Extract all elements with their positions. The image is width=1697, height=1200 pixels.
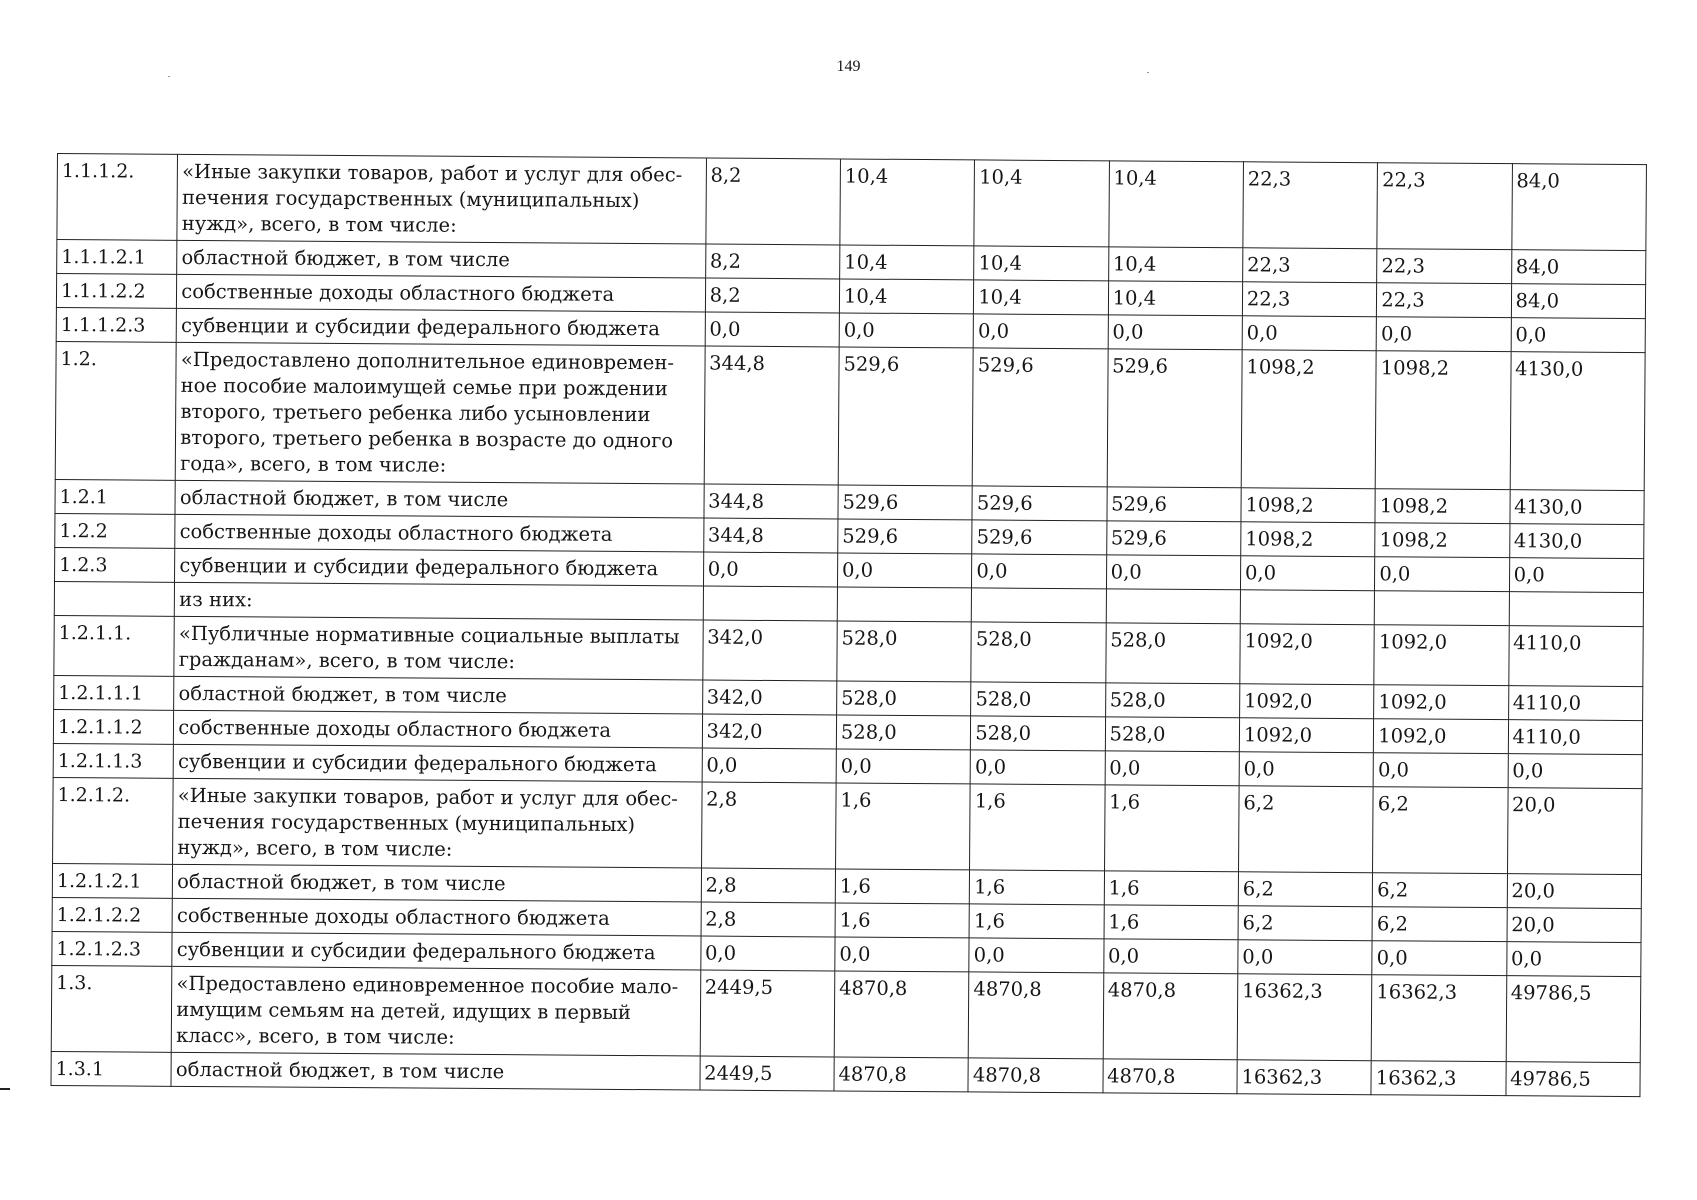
row-value-7: 84,0 xyxy=(1511,284,1646,319)
row-name: собственные доходы областного бюджета xyxy=(177,274,706,312)
row-value-1: 0,0 xyxy=(700,936,835,971)
row-code: 1.1.1.2. xyxy=(57,154,178,241)
row-value-4: 10,4 xyxy=(1108,161,1243,248)
row-code: 1.3.1 xyxy=(51,1051,172,1086)
row-value-1: 2449,5 xyxy=(700,970,835,1057)
row-value-4: 0,0 xyxy=(1105,751,1240,786)
row-code: 1.3. xyxy=(51,965,172,1052)
row-value-2: 0,0 xyxy=(835,937,970,972)
row-name: субвенции и субсидии федерального бюджета xyxy=(176,308,705,346)
row-value-6: 16362,3 xyxy=(1371,1061,1506,1096)
row-value-1: 344,8 xyxy=(703,518,838,553)
row-value-7: 4130,0 xyxy=(1510,352,1645,491)
row-code: 1.2.3 xyxy=(55,547,176,582)
row-code: 1.1.1.2.3 xyxy=(56,307,177,342)
row-value-6: 1092,0 xyxy=(1374,685,1509,720)
row-value-6: 22,3 xyxy=(1377,283,1512,318)
row-name: областной бюджет, в том числе xyxy=(174,676,703,714)
row-value-4: 4870,8 xyxy=(1103,973,1238,1060)
row-code: 1.2.1 xyxy=(55,479,176,514)
row-value-7: 84,0 xyxy=(1511,250,1646,285)
row-value-6: 0,0 xyxy=(1373,753,1508,788)
row-value-6: 1098,2 xyxy=(1375,489,1510,524)
row-value-6: 1092,0 xyxy=(1374,625,1509,686)
row-value-7: 4110,0 xyxy=(1508,686,1643,721)
row-value-3: 10,4 xyxy=(974,280,1109,315)
row-value-1: 342,0 xyxy=(702,620,837,681)
row-value-4: 528,0 xyxy=(1105,623,1240,684)
row-value-3: 529,6 xyxy=(972,520,1107,555)
table-row xyxy=(55,341,1645,490)
row-value-3: 10,4 xyxy=(974,160,1109,247)
row-value-3: 529,6 xyxy=(972,486,1107,521)
row-value-5: 22,3 xyxy=(1243,248,1378,283)
row-code: 1.2. xyxy=(55,341,176,480)
row-code: 1.2.1.1.3 xyxy=(53,743,174,778)
row-value-3: 1,6 xyxy=(970,784,1105,871)
row-value-4: 1,6 xyxy=(1104,785,1239,872)
row-code: 1.1.1.2.1 xyxy=(57,240,178,275)
row-code: 1.2.1.2.2 xyxy=(52,897,173,932)
row-name: собственные доходы областного бюджета xyxy=(175,514,704,552)
row-value-6: 22,3 xyxy=(1377,163,1512,250)
row-value-7 xyxy=(1509,592,1644,627)
row-value-6 xyxy=(1375,591,1510,626)
row-value-6: 22,3 xyxy=(1377,249,1512,284)
row-value-2: 0,0 xyxy=(836,749,971,784)
row-value-1: 344,8 xyxy=(704,346,839,485)
row-name: «Предоставлено дополнительное единовремен- ное пособие малоимущей семье при рождении второго, третьего ребенка либо усыновлении второго, третьего ребенка в возрасте до одного года», всего, в том числе: xyxy=(176,342,705,484)
scan-speck xyxy=(1147,72,1149,73)
row-value-7: 0,0 xyxy=(1509,558,1644,593)
row-value-1: 0,0 xyxy=(703,552,838,587)
row-value-1: 2,8 xyxy=(701,902,836,937)
row-value-5: 6,2 xyxy=(1238,786,1373,873)
row-value-3: 1,6 xyxy=(970,870,1105,905)
row-code: 1.1.1.2.2 xyxy=(56,274,177,309)
table-body xyxy=(51,154,1646,1097)
row-value-7: 84,0 xyxy=(1511,164,1646,251)
table-row xyxy=(51,965,1641,1062)
row-value-3: 0,0 xyxy=(972,554,1107,589)
row-value-7: 20,0 xyxy=(1507,874,1642,909)
row-value-2: 1,6 xyxy=(835,783,970,870)
row-value-1 xyxy=(703,586,838,621)
row-value-6: 1098,2 xyxy=(1375,523,1510,558)
row-value-2: 1,6 xyxy=(835,869,970,904)
row-value-4: 1,6 xyxy=(1104,905,1239,940)
row-value-5: 22,3 xyxy=(1242,282,1377,317)
row-name: субвенции и субсидии федерального бюджета xyxy=(172,932,701,970)
row-code: 1.2.1.2.3 xyxy=(52,931,173,966)
row-value-4 xyxy=(1106,589,1241,624)
table-row xyxy=(54,615,1643,686)
row-value-1: 342,0 xyxy=(702,680,837,715)
row-value-6: 0,0 xyxy=(1372,941,1507,976)
row-value-2: 4870,8 xyxy=(834,971,969,1058)
row-value-2: 10,4 xyxy=(839,279,974,314)
row-value-5: 0,0 xyxy=(1239,752,1374,787)
row-value-4: 10,4 xyxy=(1108,281,1243,316)
row-value-5: 0,0 xyxy=(1240,556,1375,591)
row-name: субвенции и субсидии федерального бюджета xyxy=(173,744,702,782)
row-value-3: 4870,8 xyxy=(968,972,1103,1059)
row-value-5: 1092,0 xyxy=(1240,684,1375,719)
row-value-5: 0,0 xyxy=(1242,316,1377,351)
row-value-2: 529,6 xyxy=(838,519,973,554)
row-value-7: 4110,0 xyxy=(1508,626,1643,687)
row-value-2: 528,0 xyxy=(837,681,972,716)
row-value-7: 4130,0 xyxy=(1510,490,1645,525)
row-code: 1.2.1.2. xyxy=(53,777,174,864)
row-value-2: 529,6 xyxy=(838,485,973,520)
row-code: 1.2.1.2.1 xyxy=(52,863,173,898)
row-value-4: 4870,8 xyxy=(1103,1059,1238,1094)
row-value-6: 0,0 xyxy=(1376,317,1511,352)
row-value-4: 528,0 xyxy=(1105,683,1240,718)
row-name: «Публичные нормативные социальные выплаты гражданам», всего, в том числе: xyxy=(174,616,703,680)
budget-table xyxy=(50,153,1646,1097)
row-value-5: 0,0 xyxy=(1238,940,1373,975)
row-value-7: 4130,0 xyxy=(1509,524,1644,559)
page-number: 149 xyxy=(836,58,861,75)
row-value-3: 1,6 xyxy=(969,904,1104,939)
row-value-1: 2,8 xyxy=(701,868,836,903)
row-value-3: 528,0 xyxy=(971,682,1106,717)
row-value-1: 342,0 xyxy=(702,714,837,749)
row-value-7: 20,0 xyxy=(1507,788,1642,875)
table-row xyxy=(53,777,1643,874)
row-value-4: 529,6 xyxy=(1106,521,1241,556)
row-value-2: 529,6 xyxy=(838,347,973,486)
row-value-5: 1092,0 xyxy=(1240,624,1375,685)
row-value-3: 0,0 xyxy=(969,938,1104,973)
row-value-3 xyxy=(972,588,1107,623)
row-value-2: 0,0 xyxy=(839,313,974,348)
margin-mark xyxy=(0,1088,10,1090)
row-value-1: 8,2 xyxy=(706,158,841,245)
row-value-5: 6,2 xyxy=(1238,906,1373,941)
table-row xyxy=(57,154,1647,251)
row-name: из них: xyxy=(175,582,704,620)
row-code: 1.2.1.1. xyxy=(54,615,175,676)
row-value-3: 0,0 xyxy=(973,314,1108,349)
row-value-4: 529,6 xyxy=(1107,487,1242,522)
row-code: 1.2.1.1.2 xyxy=(53,709,174,744)
row-value-6: 0,0 xyxy=(1375,557,1510,592)
row-code: 1.2.2 xyxy=(55,513,176,548)
row-value-6: 1092,0 xyxy=(1374,719,1509,754)
row-value-1: 0,0 xyxy=(705,312,840,347)
row-value-3: 10,4 xyxy=(974,246,1109,281)
row-value-1: 8,2 xyxy=(705,244,840,279)
row-name: «Предоставлено единовременное пособие мало- имущим семьям на детей, идущих в первый класс», всего, в том числе: xyxy=(172,966,701,1056)
row-name: собственные доходы областного бюджета xyxy=(174,710,703,748)
row-value-5: 6,2 xyxy=(1238,872,1373,907)
scan-speck xyxy=(168,76,170,77)
row-value-1: 344,8 xyxy=(704,484,839,519)
row-value-2: 528,0 xyxy=(836,715,971,750)
row-value-3: 529,6 xyxy=(972,348,1107,487)
row-value-2: 0,0 xyxy=(837,553,972,588)
row-value-7: 0,0 xyxy=(1511,318,1646,353)
row-value-1: 0,0 xyxy=(702,748,837,783)
row-value-4: 10,4 xyxy=(1108,247,1243,282)
row-value-3: 528,0 xyxy=(971,622,1106,683)
row-name: областной бюджет, в том числе xyxy=(175,480,704,518)
row-value-7: 49786,5 xyxy=(1506,976,1641,1063)
row-value-5: 22,3 xyxy=(1243,162,1378,249)
row-name: областной бюджет, в том числе xyxy=(171,1052,700,1090)
row-value-2: 10,4 xyxy=(840,245,975,280)
row-value-7: 4110,0 xyxy=(1508,720,1643,755)
row-value-1: 2449,5 xyxy=(700,1056,835,1091)
row-value-2 xyxy=(837,587,972,622)
row-name: областной бюджет, в том числе xyxy=(177,240,706,278)
row-name: субвенции и субсидии федерального бюджета xyxy=(175,548,704,586)
row-value-5: 1098,2 xyxy=(1241,488,1376,523)
row-value-7: 20,0 xyxy=(1507,908,1642,943)
row-value-1: 2,8 xyxy=(701,782,836,869)
row-value-2: 528,0 xyxy=(837,621,972,682)
row-value-6: 16362,3 xyxy=(1371,975,1506,1062)
row-value-2: 1,6 xyxy=(835,903,970,938)
row-value-6: 6,2 xyxy=(1373,873,1508,908)
row-value-4: 0,0 xyxy=(1103,939,1238,974)
row-value-5: 16362,3 xyxy=(1237,1060,1372,1095)
row-value-4: 0,0 xyxy=(1106,555,1241,590)
row-value-5: 16362,3 xyxy=(1237,974,1372,1061)
row-value-2: 4870,8 xyxy=(834,1057,969,1092)
row-value-3: 0,0 xyxy=(970,750,1105,785)
row-value-6: 6,2 xyxy=(1373,787,1508,874)
row-value-4: 528,0 xyxy=(1105,717,1240,752)
row-name: собственные доходы областного бюджета xyxy=(172,898,701,936)
row-code: 1.2.1.1.1 xyxy=(54,675,175,710)
row-name: областной бюджет, в том числе xyxy=(173,864,702,902)
row-value-4: 1,6 xyxy=(1104,871,1239,906)
row-name: «Иные закупки товаров, работ и услуг для обес- печения государственных (муниципальных) нужд», всего, в том числе: xyxy=(177,154,706,244)
row-value-2: 10,4 xyxy=(840,159,975,246)
row-value-3: 4870,8 xyxy=(968,1058,1103,1093)
row-value-5: 1098,2 xyxy=(1241,522,1376,557)
row-value-1: 8,2 xyxy=(705,278,840,313)
row-value-5: 1098,2 xyxy=(1241,350,1376,489)
row-code xyxy=(54,581,175,616)
row-value-5: 1092,0 xyxy=(1239,718,1374,753)
row-value-3: 528,0 xyxy=(971,716,1106,751)
row-value-6: 1098,2 xyxy=(1375,351,1510,490)
row-value-4: 529,6 xyxy=(1107,349,1242,488)
row-value-7: 0,0 xyxy=(1506,942,1641,977)
row-value-4: 0,0 xyxy=(1108,315,1243,350)
row-name: «Иные закупки товаров, работ и услуг для обес- печения государственных (муниципальных) нужд», всего, в том числе: xyxy=(173,778,702,868)
row-value-7: 0,0 xyxy=(1508,754,1643,789)
row-value-7: 49786,5 xyxy=(1506,1062,1641,1097)
row-value-6: 6,2 xyxy=(1372,907,1507,942)
row-value-5 xyxy=(1240,590,1375,625)
